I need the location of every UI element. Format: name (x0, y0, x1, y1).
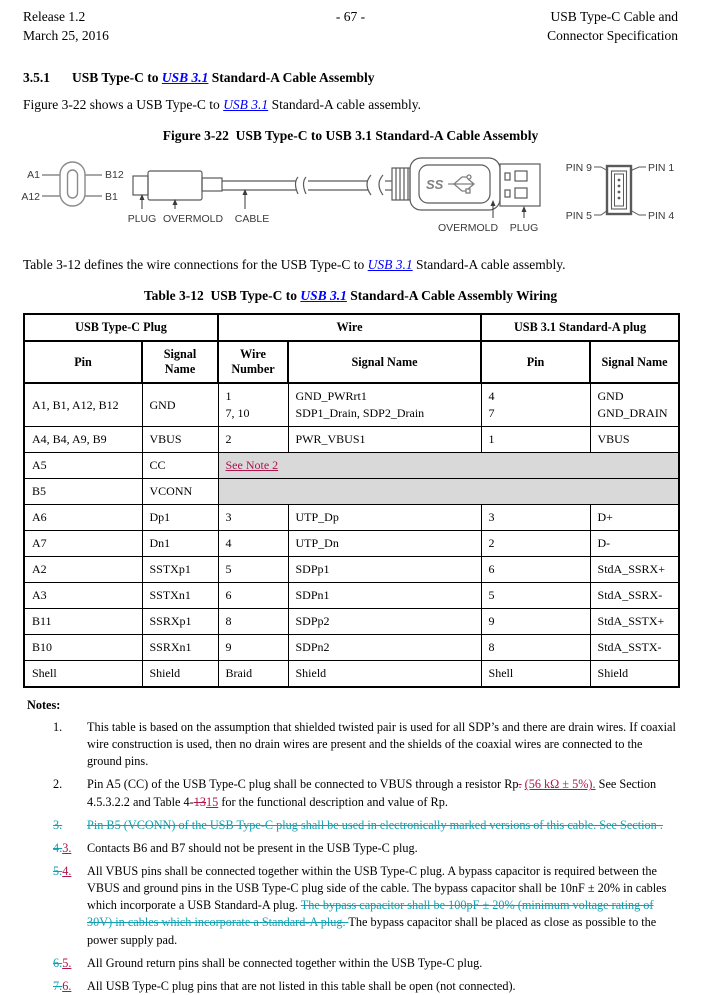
stda-pin5-label: PIN 5 (565, 210, 592, 223)
note-5-number (53, 863, 87, 949)
cell-dn-wsig: UTP_Dn (288, 530, 481, 556)
cell-dp-wire: 3 (218, 504, 288, 530)
cell-vbus-asig: VBUS (590, 426, 679, 452)
table-row-gnd (24, 383, 679, 426)
cell-sstxn-signal: SSTXn1 (142, 582, 218, 608)
cell-sstxn-wire: 6 (218, 582, 288, 608)
table-row-sstxp (24, 556, 679, 582)
cell-gnd-wire-line2: 7, 10 (225, 406, 250, 421)
group-header-row (24, 314, 679, 341)
figure-intro-pre: Figure 3-22 shows a USB Type-C to (23, 96, 224, 112)
cell-gnd-signal: GND (142, 383, 218, 426)
col-header-stda-pin: Pin (481, 341, 590, 383)
cell-shield-asig: Shield (590, 660, 679, 687)
note-2-t2: See Section 4.5.3.2.2 and Table 4- (87, 777, 657, 809)
table-row-ssrxp (24, 608, 679, 634)
note-5-t1: All VBUS pins shall be connected together within the USB Type-C plug. A bypass capacitor is required between the VBUS and ground pins in the USB Type-C plug side of the cable. The bypass capacitor shall be 10nF ± 20% in cables which incorporate a USB Standard-A plug. (87, 864, 667, 913)
cell-shield-wire: Braid (218, 660, 288, 687)
cell-sstxp-signal: SSTXp1 (142, 556, 218, 582)
cell-vbus-wsig: PWR_VBUS1 (288, 426, 481, 452)
cell-gnd-wire-signal (288, 383, 481, 426)
plug-label-left: PLUG (127, 213, 157, 226)
cell-vconn-empty (218, 478, 679, 504)
note-2-t3: for the functional description and value of Rp. (218, 794, 448, 809)
cell-ssrxn-wire: 9 (218, 634, 288, 660)
cell-shield-pin: Shell (24, 660, 142, 687)
col-header-typec-pin: Pin (24, 341, 142, 383)
cell-gnd-apin-line2: 7 (488, 406, 495, 421)
cell-vconn-pin: B5 (24, 478, 142, 504)
cell-sstxp-wire: 5 (218, 556, 288, 582)
cell-vbus-apin: 1 (481, 426, 590, 452)
note-5-text (87, 863, 678, 949)
note-2-deleted-period: . (518, 777, 522, 792)
notes-label: Notes: (27, 697, 61, 712)
note-2-text (87, 776, 678, 810)
cell-sstxp-wsig: SDPp1 (288, 556, 481, 582)
table-row-dn (24, 530, 679, 556)
table-caption-post: Standard-A Cable Assembly Wiring (346, 288, 558, 304)
table-row-sstxn (24, 582, 679, 608)
usb31-link-heading[interactable]: USB 3.1 (161, 69, 209, 85)
table-3-12 (23, 313, 680, 688)
note-2-inserted-resistor-value: (56 kΩ ± 5%). (524, 777, 596, 792)
overmold-label-right: OVERMOLD (437, 222, 499, 235)
note-7-old-number: 7. (53, 978, 63, 993)
cable-assembly-diagram (0, 146, 701, 246)
table-row-vconn (24, 478, 679, 504)
figure-caption: Figure 3-22 USB Type-C to USB 3.1 Standard-A Cable Assembly (162, 128, 539, 144)
cell-dp-asig: D+ (590, 504, 679, 530)
header-doc-title (462, 8, 678, 46)
header-doc-title-line2: Connector Specification (547, 27, 678, 43)
header-release-block (23, 8, 239, 46)
cell-dp-wsig: UTP_Dp (288, 504, 481, 530)
cell-ssrxn-signal: SSRXn1 (142, 634, 218, 660)
cell-cc-pin: A5 (24, 452, 142, 478)
cell-vbus-wire: 2 (218, 426, 288, 452)
note-2-number: 2. (53, 777, 63, 792)
group-header-stda: USB 3.1 Standard-A plug (481, 314, 679, 341)
cell-shield-wsig: Shield (288, 660, 481, 687)
header-page-number: - 67 - (335, 9, 366, 24)
see-note-2-link[interactable]: See Note 2 (225, 457, 279, 472)
cell-ssrxp-pin: B11 (24, 608, 142, 634)
note-1-text: This table is based on the assumption that shielded twisted pair is used for all SDP’s and there are drain wires. If coaxial wire construction is used, then no drain wires are present and the shields of the coaxial wires are connected to the ground pins. (87, 720, 676, 769)
cell-dp-signal: Dp1 (142, 504, 218, 530)
notes-section (23, 697, 678, 995)
cell-gnd-asig-line1: GND (597, 389, 624, 404)
group-header-wire: Wire (218, 314, 481, 341)
section-title-post: Standard-A Cable Assembly (208, 69, 375, 85)
cell-gnd-wire (218, 383, 288, 426)
cell-gnd-apin (481, 383, 590, 426)
table-row-shield (24, 660, 679, 687)
cell-dn-apin: 2 (481, 530, 590, 556)
column-header-row (24, 341, 679, 383)
section-heading (23, 70, 678, 86)
cell-sstxn-asig: StdA_SSRX- (590, 582, 679, 608)
table-row-vbus (24, 426, 679, 452)
note-2-deleted-table-ref: 13 (193, 794, 207, 809)
note-5-new-number: 4. (62, 864, 72, 878)
note-5-deleted-sentence: The bypass capacitor shall be 100pF ± 20% (minimum voltage rating of 30V) in cables which incorporate a Standard-A plug. (87, 898, 654, 930)
note-3-deleted (23, 817, 678, 834)
table-intro-paragraph (23, 255, 678, 275)
cell-sstxp-pin: A2 (24, 556, 142, 582)
typec-pin-label-a1: A1 (27, 169, 40, 182)
cell-ssrxp-wsig: SDPp2 (288, 608, 481, 634)
note-4-old-number: 4. (53, 840, 63, 855)
overmold-label-left: OVERMOLD (162, 213, 224, 226)
cell-ssrxp-apin: 9 (481, 608, 590, 634)
cell-ssrxp-asig: StdA_SSTX+ (590, 608, 679, 634)
superspeed-usb-logo: SS (426, 177, 444, 193)
col-header-wire-number: Wire Number (218, 341, 288, 383)
note-7-text: All USB Type-C plug pins that are not listed in this table shall be open (not connected). (87, 978, 516, 993)
cell-sstxn-apin: 5 (481, 582, 590, 608)
note-3-text: Pin B5 (VCONN) of the USB Type-C plug shall be used in electronically marked versions of this cable. See Section . (87, 817, 663, 832)
cable-label: CABLE (234, 213, 270, 226)
col-header-wire-signal: Signal Name (288, 341, 481, 383)
cell-dn-asig: D- (590, 530, 679, 556)
cell-gnd-wsig-line1: GND_PWRrt1 (295, 389, 367, 404)
cell-shield-apin: Shell (481, 660, 590, 687)
table-row-dp (24, 504, 679, 530)
cell-ssrxn-wsig: SDPn2 (288, 634, 481, 660)
plug-label-right: PLUG (509, 222, 539, 235)
cell-gnd-wire-line1: 1 (225, 389, 232, 404)
cell-gnd-apin-line1: 4 (488, 389, 495, 404)
note-6-old-number: 6. (53, 955, 63, 970)
cell-vbus-signal: VBUS (142, 426, 218, 452)
figure-3-22 (0, 146, 678, 246)
stda-pin9-label: PIN 9 (565, 162, 592, 175)
note-2-t1: Pin A5 (CC) of the USB Type-C plug shall be connected to VBUS through a resistor Rp (87, 777, 519, 792)
table-row-cc (24, 452, 679, 478)
side-view-arrowheads (140, 189, 248, 205)
table-intro-post: Standard-A cable assembly. (412, 257, 566, 273)
note-7-new-number: 6. (62, 978, 72, 993)
note-5-t2: The bypass capacitor shall be placed as close as possible to the power supply pad. (87, 915, 657, 947)
section-title-pre: USB Type-C to (72, 69, 162, 85)
note-4-text: Contacts B6 and B7 should not be present in the USB Type-C plug. (87, 840, 418, 855)
cell-vconn-signal: VCONN (142, 478, 218, 504)
col-header-typec-signal: Signal Name (142, 341, 218, 383)
figure-intro-paragraph (23, 95, 678, 115)
table-caption (23, 288, 678, 304)
cell-sstxp-apin: 6 (481, 556, 590, 582)
cell-ssrxp-signal: SSRXp1 (142, 608, 218, 634)
note-7-number (53, 978, 87, 995)
table-caption-pre: Table 3-12 USB Type-C to (143, 288, 301, 304)
usb-trident-icon (448, 175, 474, 193)
cell-shield-signal: Shield (142, 660, 218, 687)
cell-cc-note (218, 452, 679, 478)
note-5-old-number: 5. (53, 864, 63, 878)
cell-gnd-asig (590, 383, 679, 426)
figure-intro-post: Standard-A cable assembly. (268, 96, 422, 112)
cell-gnd-asig-line2: GND_DRAIN (597, 406, 668, 421)
cell-dp-pin: A6 (24, 504, 142, 530)
cell-cc-signal: CC (142, 452, 218, 478)
typec-pin-label-b12: B12 (105, 169, 124, 182)
note-3-number: 3. (53, 817, 63, 832)
note-1 (23, 719, 678, 770)
note-6-new-number: 5. (62, 955, 72, 970)
group-header-typec: USB Type-C Plug (24, 314, 218, 341)
note-7 (23, 978, 678, 995)
header-date: March 25, 2016 (23, 27, 109, 43)
note-4-new-number: 3. (62, 840, 72, 855)
note-5 (23, 863, 678, 949)
section-number: 3.5.1 (23, 69, 50, 85)
table-intro-pre: Table 3-12 defines the wire connections for the USB Type-C to (23, 257, 368, 273)
cell-dp-apin: 3 (481, 504, 590, 530)
note-6 (23, 955, 678, 972)
cell-ssrxp-wire: 8 (218, 608, 288, 634)
stda-pin1-label: PIN 1 (648, 162, 675, 175)
col-header-stda-signal: Signal Name (590, 341, 679, 383)
cell-vbus-pin: A4, B4, A9, B9 (24, 426, 142, 452)
usb31-link-table-intro[interactable]: USB 3.1 (367, 257, 413, 273)
note-6-text: All Ground return pins shall be connected together within the USB Type-C plug. (87, 955, 483, 970)
cell-sstxn-pin: A3 (24, 582, 142, 608)
cell-dn-wire: 4 (218, 530, 288, 556)
typec-plug-side-view (133, 171, 392, 200)
note-2 (23, 776, 678, 810)
cell-dn-pin: A7 (24, 530, 142, 556)
note-2-inserted-table-ref: 15 (206, 794, 219, 809)
cell-ssrxn-apin: 8 (481, 634, 590, 660)
table-row-ssrxn (24, 634, 679, 660)
typec-pin-label-a12: A12 (21, 191, 40, 204)
typec-pin-label-b1: B1 (105, 191, 118, 204)
side-view-leaders (142, 193, 245, 209)
cell-ssrxn-pin: B10 (24, 634, 142, 660)
note-4-number (53, 840, 87, 857)
header-doc-title-line1: USB Type-C Cable and (550, 9, 678, 24)
header-release: Release 1.2 (23, 9, 86, 24)
note-1-number: 1. (53, 720, 63, 735)
cell-gnd-pin: A1, B1, A12, B12 (24, 383, 142, 426)
page-header (23, 8, 678, 46)
stda-front-view (594, 166, 646, 215)
usb31-link-intro[interactable]: USB 3.1 (223, 96, 269, 112)
typec-front-view (42, 162, 102, 206)
note-6-number (53, 955, 87, 972)
note-4 (23, 840, 678, 857)
cell-ssrxn-asig: StdA_SSTX- (590, 634, 679, 660)
cell-gnd-wsig-line2: SDP1_Drain, SDP2_Drain (295, 406, 425, 421)
usb31-link-caption[interactable]: USB 3.1 (300, 288, 347, 304)
cell-sstxn-wsig: SDPn1 (288, 582, 481, 608)
stda-pin4-label: PIN 4 (648, 210, 675, 223)
cell-sstxp-asig: StdA_SSRX+ (590, 556, 679, 582)
cell-dn-signal: Dn1 (142, 530, 218, 556)
